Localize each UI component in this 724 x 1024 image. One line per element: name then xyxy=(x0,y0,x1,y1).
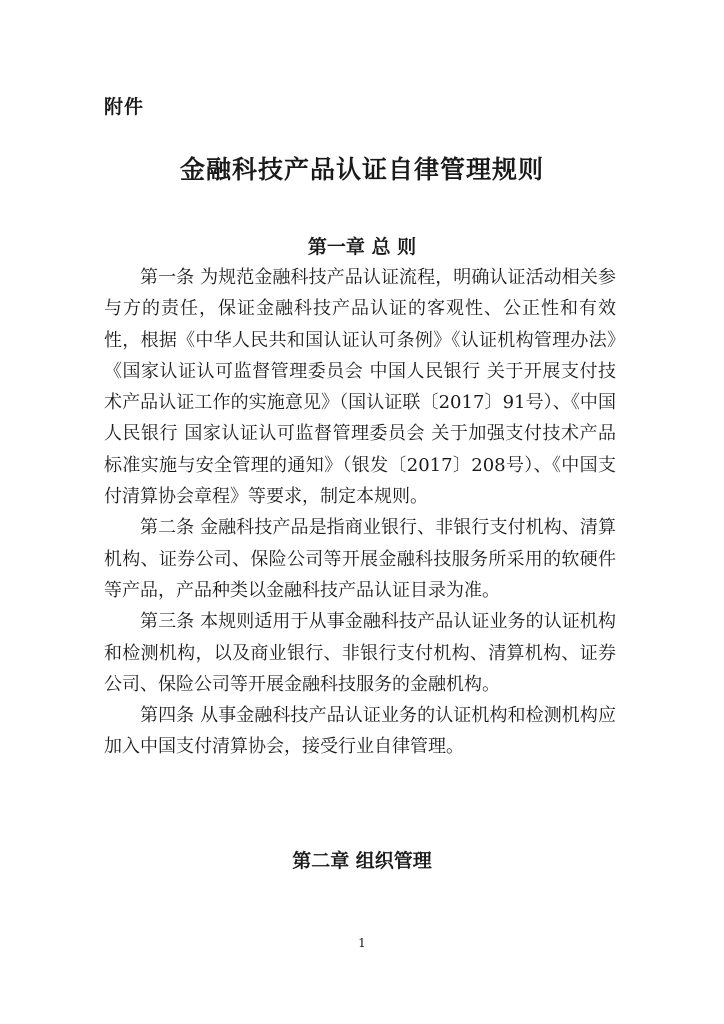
attachment-label: 附件 xyxy=(104,96,145,118)
document-body xyxy=(104,262,616,763)
page-number: 1 xyxy=(358,936,366,950)
chapter-heading-1: 第一章 总 则 xyxy=(307,236,417,258)
article-1: 第一条 为规范金融科技产品认证流程，明确认证活动相关参与方的责任，保证金融科技产品认证的客观性、公正性和有效性，根据《中华人民共和国认证认可条例》《认证机构管理办法》《国家认证认可监督管理委员会 中国人民银行 关于开展支付技术产品认证工作的实施意见》（国认证联〔2017〕91号）、《中国人民银行 国家认证认可监督管理委员会 关于加强支付技术产品标准实施与安全管理的通知》（银发〔2017〕208号）、《中国支付清算协会章程》等要求，制定本规则。 xyxy=(104,267,616,508)
article-3: 第三条 本规则适用于从事金融科技产品认证业务的认证机构和检测机构，以及商业银行、非银行支付机构、清算机构、证券公司、保险公司等开展金融科技服务的金融机构。 xyxy=(104,611,616,695)
document-title: 金融科技产品认证自律管理规则 xyxy=(179,155,544,184)
article-4: 第四条 从事金融科技产品认证业务的认证机构和检测机构应加入中国支付清算协会，接受行业自律管理。 xyxy=(104,705,616,758)
chapter-heading-2: 第二章 组织管理 xyxy=(292,850,432,872)
article-2: 第二条 金融科技产品是指商业银行、非银行支付机构、清算机构、证券公司、保险公司等开展金融科技服务所采用的软硬件等产品，产品种类以金融科技产品认证目录为准。 xyxy=(104,517,616,601)
